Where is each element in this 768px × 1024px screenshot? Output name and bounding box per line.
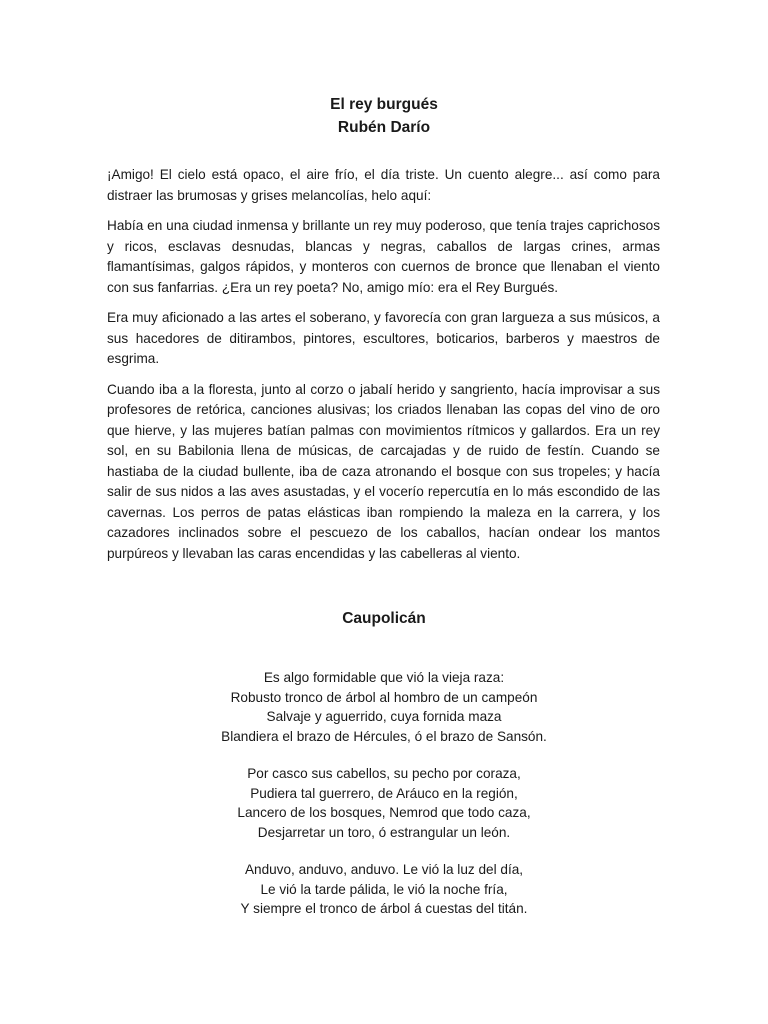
paragraph: Era muy aficionado a las artes el soberano, y favorecía con gran largueza a sus músicos, a sus hacedores de ditirambos, pintores, escultores, boticarios, barberos y maestros de esgrima. (107, 310, 660, 366)
poem-line: Blandiera el brazo de Hércules, ó el brazo de Sansón. (221, 728, 547, 744)
poem-line: Desjarretar un toro, ó estrangular un león. (257, 824, 511, 840)
story-body (107, 165, 660, 574)
stanza (0, 668, 768, 746)
poem-line: Pudiera tal guerrero, de Aráuco en la región, (250, 785, 518, 801)
paragraph: ¡Amigo! El cielo está opaco, el aire frío, el día triste. Un cuento alegre... así como para distraer las brumosas y grises melancolías, helo aquí: (107, 167, 660, 203)
stanza (0, 764, 768, 842)
poem-line: Es algo formidable que vió la vieja raza: (263, 670, 505, 685)
poem-line: Lancero de los bosques, Nemrod que todo caza, (237, 805, 531, 820)
stanza (0, 860, 768, 919)
poem-title: Caupolicán (342, 610, 426, 627)
paragraph: Cuando iba a la floresta, junto al corzo o jabalí herido y sangriento, hacía improvisar a sus profesores de retórica, canciones alusivas; los criados llenaban las copas del vino de oro que hierve, y las mujeres batían palmas con movimientos rítmicos y gallardos. Era un rey sol, en su Babilonia llena de músicas, de carcajadas y de ruido de festín. Cuando se hastiaba de la ciudad bullente, iba de caza atronando el bosque con sus tropeles; y hacía salir de sus nidos a las aves asustadas, y el vocerío repercutía en lo más escondido de las cavernas. Los perros de patas elásticas iban rompiendo la maleza en la carrera, y los cazadores inclinados sobre el pescuezo de los caballos, hacían ondear los mantos purpúreos y llevaban las caras encendidas y las cabelleras al viento. (107, 381, 660, 561)
title-block (0, 93, 768, 139)
paragraph: Había en una ciudad inmensa y brillante un rey muy poderoso, que tenía trajes caprichosos y ricos, esclavas desnudas, blancas y negras, caballos de largas crines, armas flamantísimas, galgos rápidos, y monteros con cuernos de bronce que llenaban el viento con sus fanfarrias. ¿Era un rey poeta? No, amigo mío: era el Rey Burgués. (107, 218, 660, 295)
poem-line: Le vió la tarde pálida, le vió la noche fría, (260, 881, 508, 897)
poem-line: Salvaje y aguerrido, cuya fornida maza (266, 709, 502, 724)
poem-line: Y siempre el tronco de árbol á cuestas del titán. (240, 901, 528, 916)
poem-line: Por casco sus cabellos, su pecho por coraza, (247, 766, 521, 781)
document-author: Rubén Darío (337, 119, 431, 136)
poem-line: Anduvo, anduvo, anduvo. Le vió la luz del día, (244, 862, 524, 877)
document-title: El rey burgués (330, 96, 438, 113)
poem-body (0, 668, 768, 937)
poem-line: Robusto tronco de árbol al hombro de un campeón (230, 689, 538, 705)
